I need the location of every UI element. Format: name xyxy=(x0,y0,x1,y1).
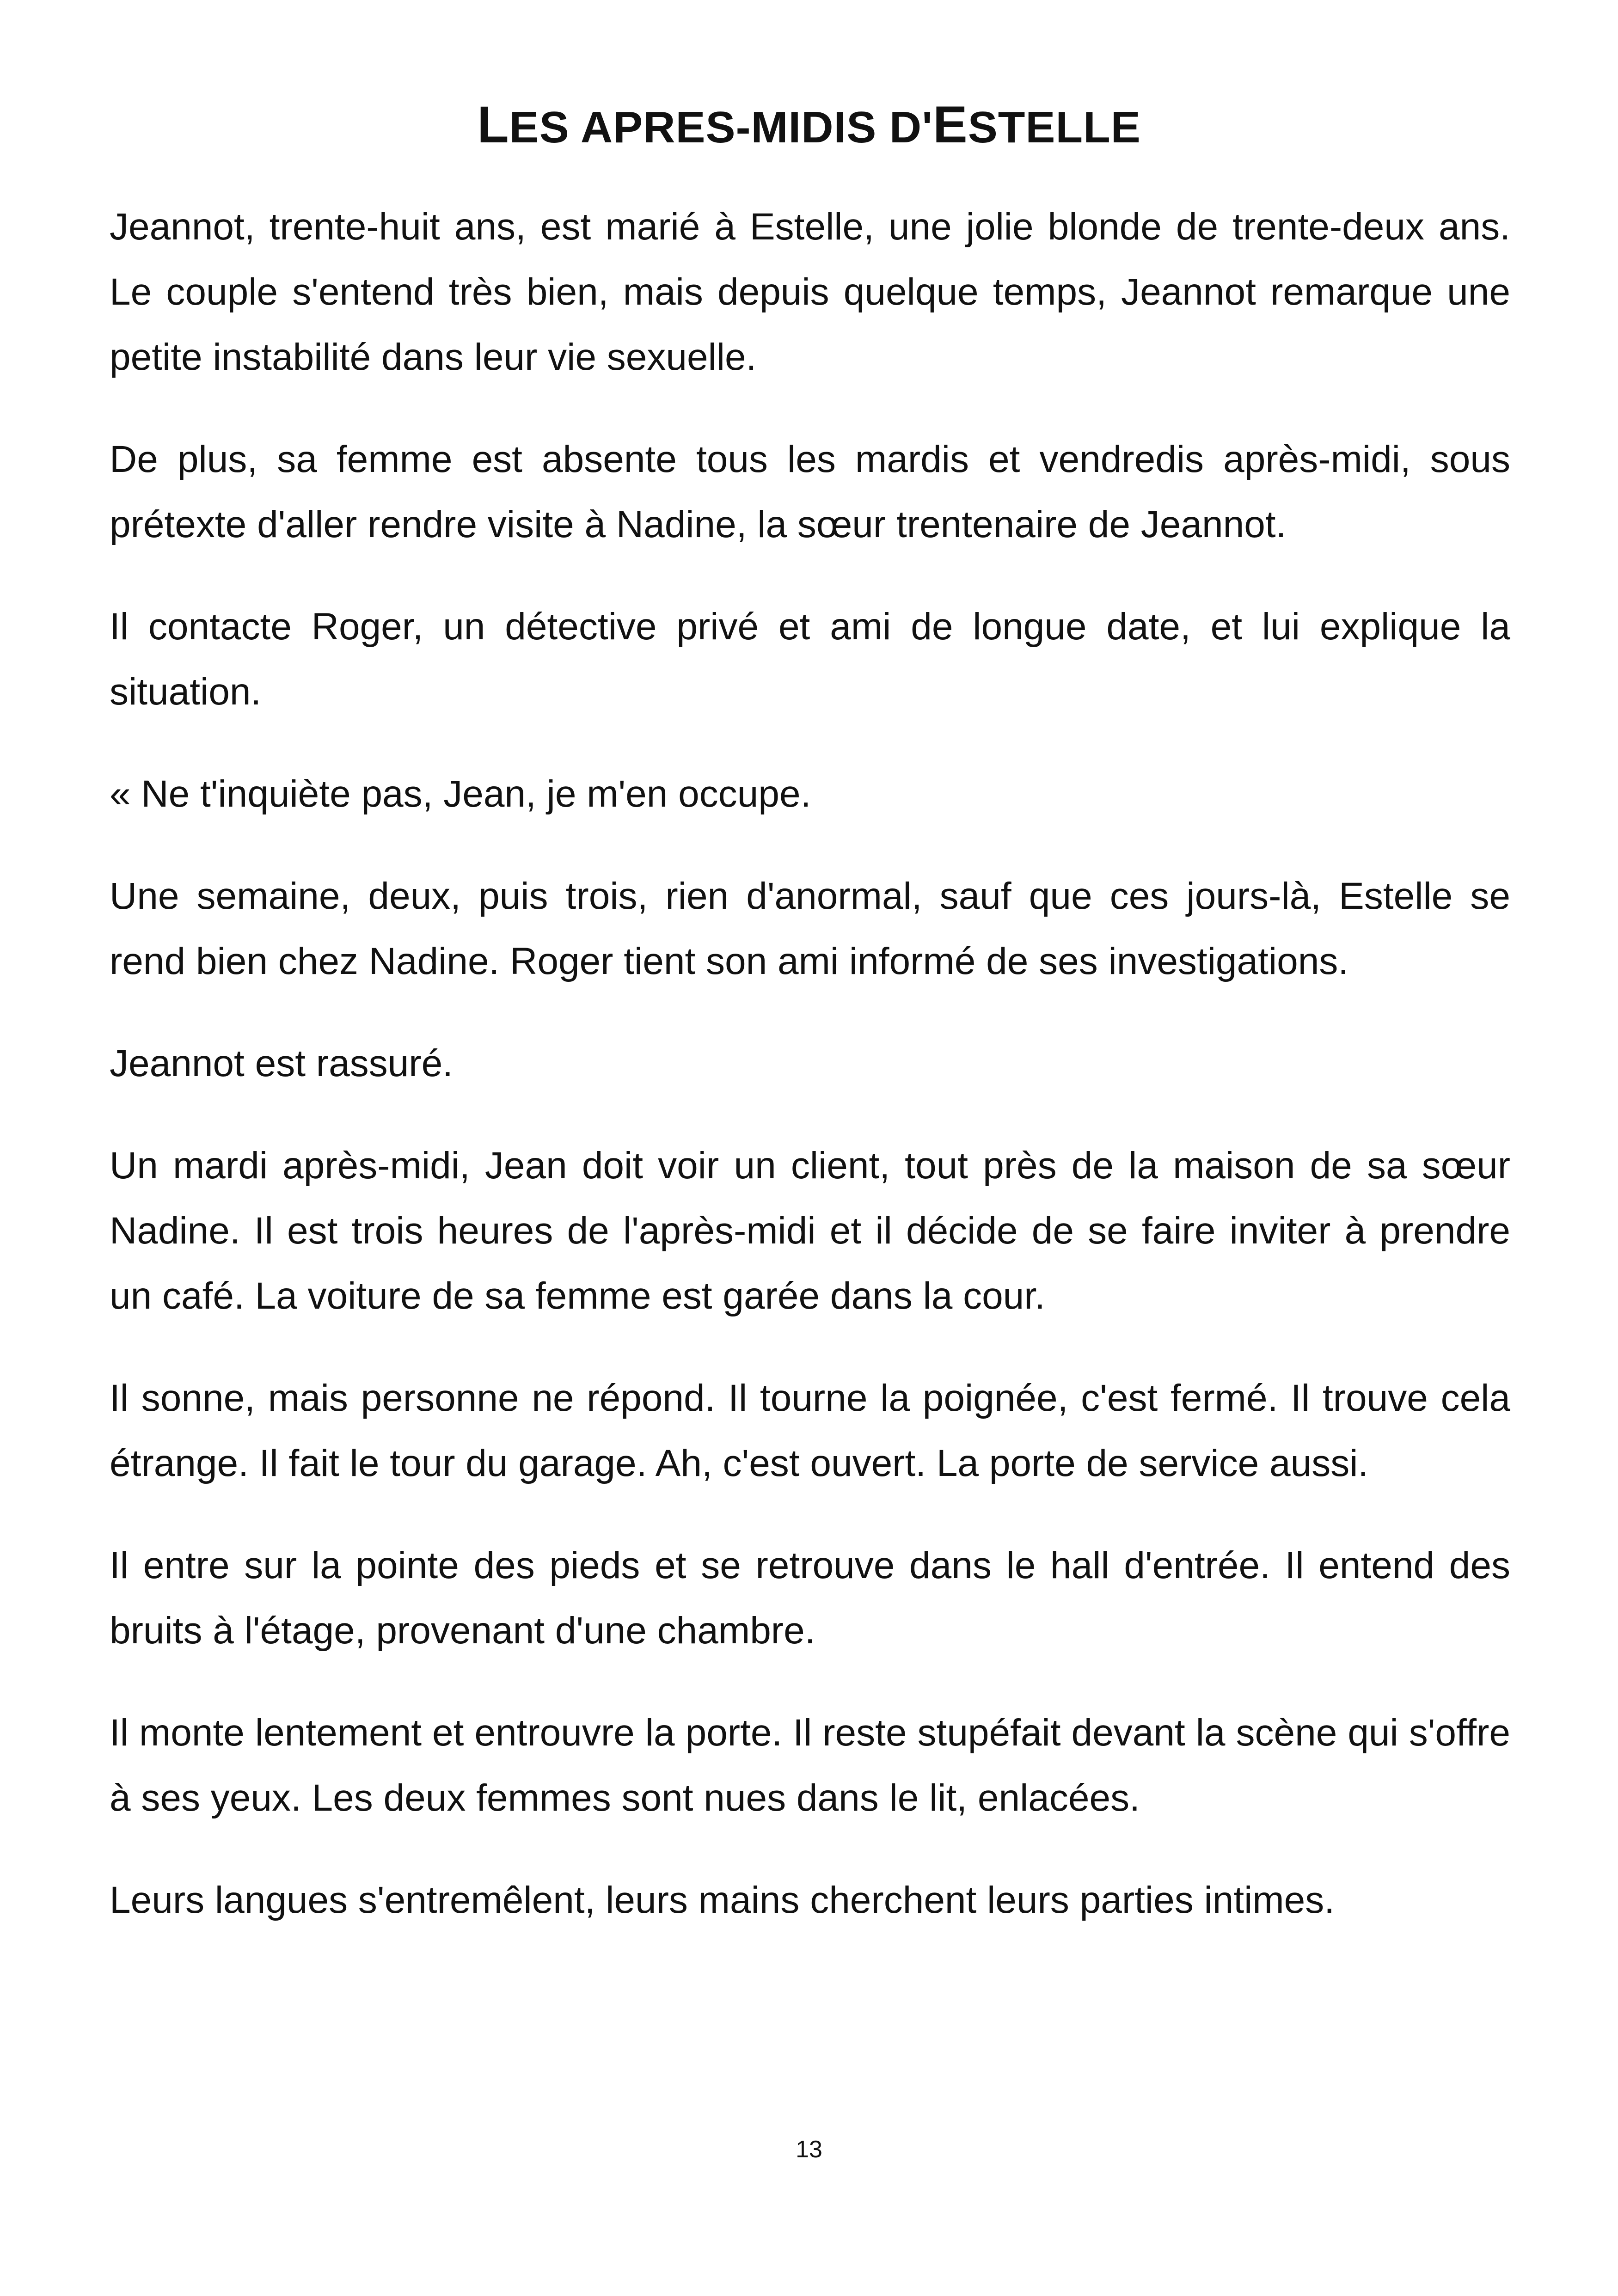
paragraph-6: Jeannot est rassuré. xyxy=(110,1042,453,1084)
paragraph-5: Une semaine, deux, puis trois, rien d'anormal, sauf que ces jours-là, Estelle se rend bien chez Nadine. Roger tient son ami informé de ses investigations. xyxy=(110,875,1510,982)
title-part-2: STELLE xyxy=(968,103,1141,152)
title-part-1: ES APRES-MIDIS D' xyxy=(509,103,933,152)
paragraph-7: Un mardi après-midi, Jean doit voir un client, tout près de la maison de sa sœur Nadine. Il est trois heures de l'après-midi et il décide de se faire inviter à prendre un café. La voiture de sa femme est garée dans la cour. xyxy=(110,1145,1510,1317)
paragraph-9: Il entre sur la pointe des pieds et se retrouve dans le hall d'entrée. Il entend des bruits à l'étage, provenant d'une chambre. xyxy=(110,1544,1510,1652)
paragraph-8: Il sonne, mais personne ne répond. Il tourne la poignée, c'est fermé. Il trouve cela étrange. Il fait le tour du garage. Ah, c'est ouvert. La porte de service aussi. xyxy=(110,1377,1510,1484)
title-initial-l: L xyxy=(477,96,509,153)
paragraph-11: Leurs langues s'entremêlent, leurs mains cherchent leurs parties intimes. xyxy=(110,1879,1335,1921)
title-initial-e: E xyxy=(933,96,968,153)
chapter-body xyxy=(110,194,1510,1970)
paragraph-4: « Ne t'inquiète pas, Jean, je m'en occupe. xyxy=(110,773,811,815)
paragraph-2: De plus, sa femme est absente tous les mardis et vendredis après-midi, sous prétexte d'aller rendre visite à Nadine, la sœur trentenaire de Jeannot. xyxy=(110,438,1510,545)
paragraph-1: Jeannot, trente-huit ans, est marié à Estelle, une jolie blonde de trente-deux ans. Le couple s'entend très bien, mais depuis quelque temps, Jeannot remarque une petite instabilité dans leur vie sexuelle. xyxy=(110,206,1510,378)
page-number: 13 xyxy=(796,2136,822,2163)
chapter-title xyxy=(0,95,1618,158)
paragraph-3: Il contacte Roger, un détective privé et ami de longue date, et lui explique la situation. xyxy=(110,606,1510,713)
paragraph-10: Il monte lentement et entrouvre la porte. Il reste stupéfait devant la scène qui s'offre à ses yeux. Les deux femmes sont nues dans le lit, enlacées. xyxy=(110,1712,1510,1819)
